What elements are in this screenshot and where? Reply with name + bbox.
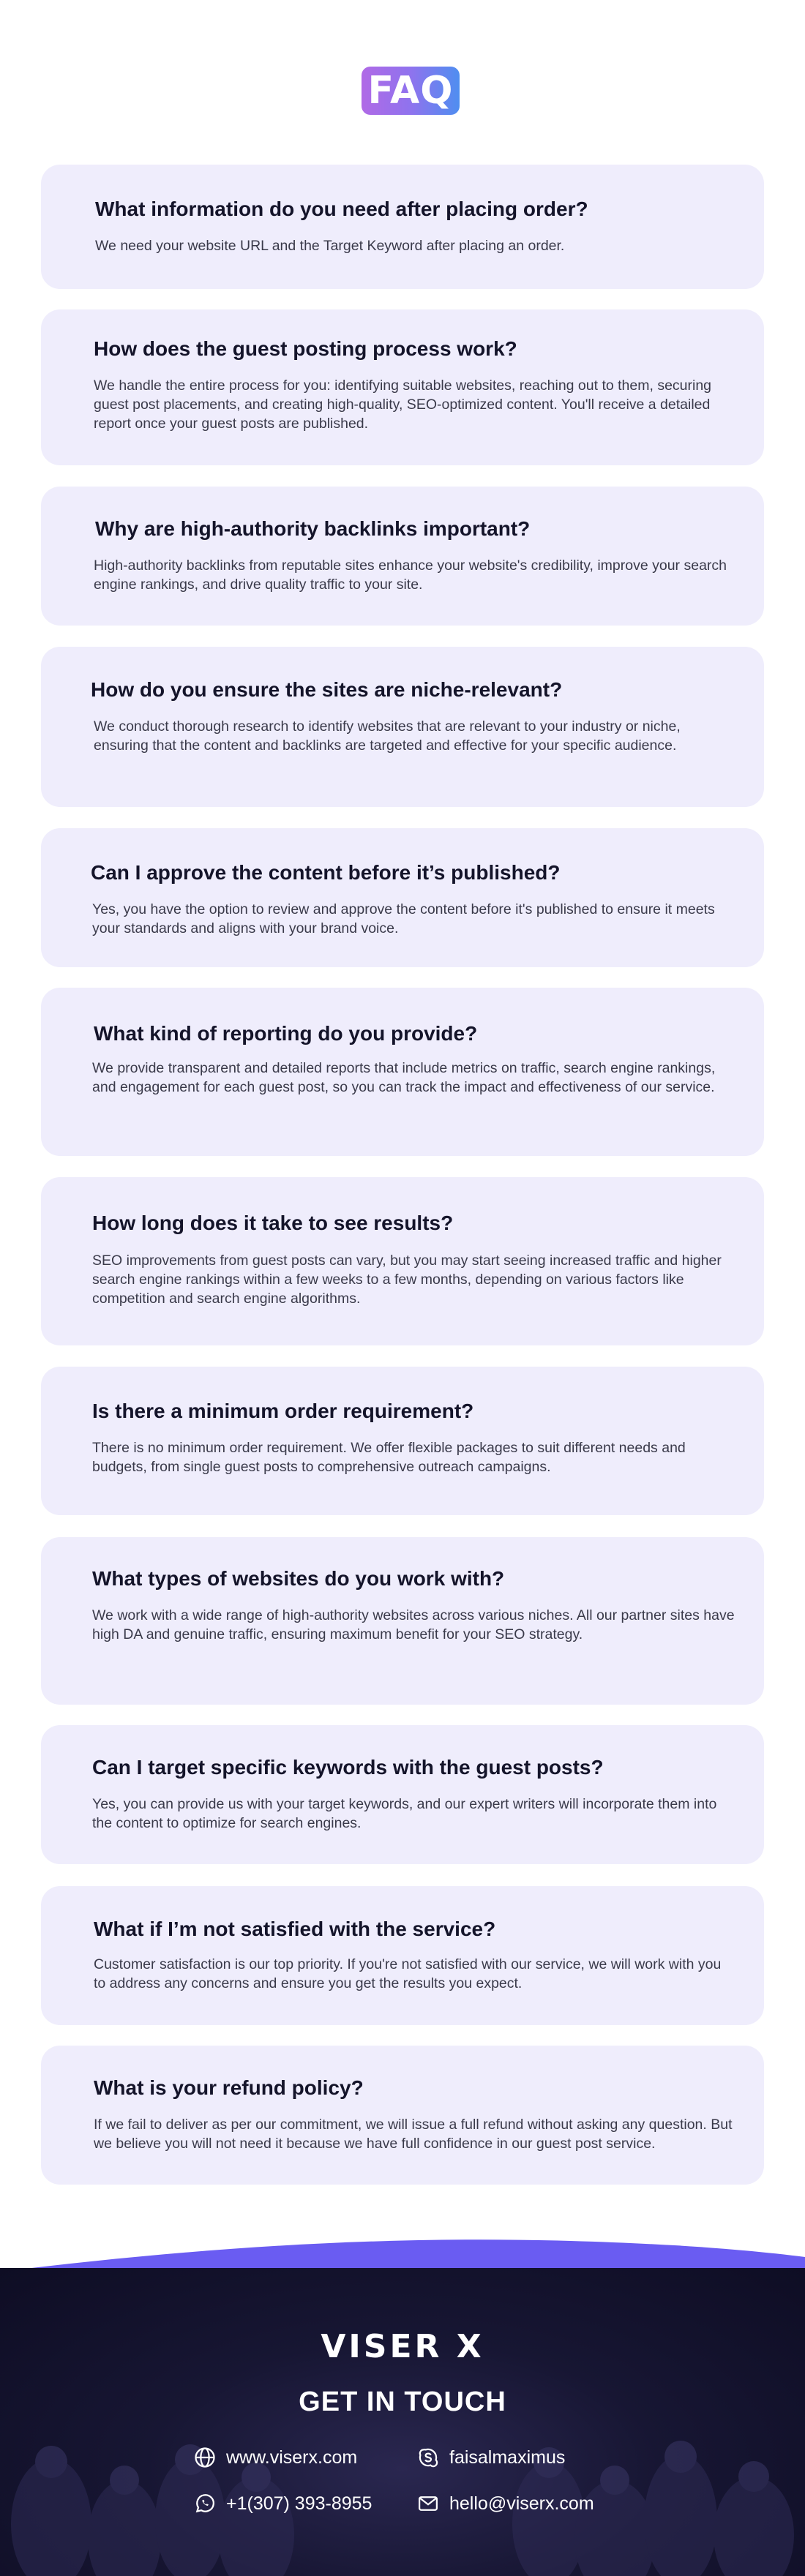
faq-answer: Yes, you have the option to review and approve the content before it's published to ensure it meets your standards and aligns with your brand voice. <box>92 901 715 936</box>
faq-answer: If we fail to deliver as per our commitment, we will issue a full refund without asking any question. But we believe you will not need it because we have full confidence in our guest post service. <box>94 2117 733 2152</box>
faq-card-6[interactable] <box>41 988 764 1156</box>
faq-card-9[interactable] <box>41 1537 764 1705</box>
faq-answer: We conduct thorough research to identify websites that are relevant to your industry or niche, ensuring that the content and backlinks are targeted and effective for your specific audience. <box>94 718 681 754</box>
email-text: hello@viserx.com <box>449 2493 594 2514</box>
faq-answer: High-authority backlinks from reputable sites enhance your website's credibility, improve your search engine rankings, and drive quality traffic to your site. <box>94 557 727 593</box>
faq-card-11[interactable] <box>41 1886 764 2025</box>
faq-answer: Yes, you can provide us with your target keywords, and our expert writers will incorporate them into the content to optimize for search engines. <box>92 1796 717 1831</box>
faq-card-1[interactable] <box>41 165 764 289</box>
faq-card-2[interactable] <box>41 309 764 465</box>
skype-link[interactable] <box>417 2447 565 2468</box>
skype-icon <box>417 2447 439 2468</box>
phone-text: +1(307) 393-8955 <box>226 2493 372 2514</box>
faq-card-8[interactable] <box>41 1367 764 1515</box>
globe-icon <box>194 2447 216 2468</box>
faq-answer: Customer satisfaction is our top priority. If you're not satisfied with our service, we will work with you to address any concerns and ensure you get the results you expect. <box>94 1956 722 1991</box>
faq-card-7[interactable] <box>41 1177 764 1345</box>
phone-link[interactable] <box>194 2493 372 2515</box>
footer <box>0 2268 805 2576</box>
whatsapp-icon <box>194 2493 216 2515</box>
faq-answer: We provide transparent and detailed reports that include metrics on traffic, search engine rankings, and engagement for each guest post, so you can track the impact and effectiveness of our service. <box>92 1060 716 1095</box>
faq-question: How does the guest posting process work? <box>94 337 517 360</box>
faq-question: Why are high-authority backlinks important? <box>95 517 531 540</box>
skype-text: faisalmaximus <box>449 2447 566 2468</box>
faq-card-12[interactable] <box>41 2046 764 2185</box>
mail-icon <box>417 2493 439 2515</box>
faq-question: Can I approve the content before it’s published? <box>91 861 561 884</box>
faq-question: What information do you need after placing order? <box>95 198 588 220</box>
faq-question: What if I’m not satisfied with the service? <box>94 1918 496 1940</box>
faq-card-5[interactable] <box>41 828 764 967</box>
faq-question: How long does it take to see results? <box>92 1212 454 1234</box>
faq-answer: We work with a wide range of high-authority websites across various niches. All our partner sites have high DA and genuine traffic, ensuring maximum benefit for your SEO strategy. <box>92 1607 735 1642</box>
faq-question: What kind of reporting do you provide? <box>94 1022 478 1045</box>
website-text: www.viserx.com <box>226 2447 358 2468</box>
faq-answer: SEO improvements from guest posts can vary, but you may start seeing increased traffic and higher search engine rankings within a few weeks to a few months, depending on various factors like competition and search engine algorithms. <box>92 1253 722 1307</box>
faq-card-10[interactable] <box>41 1725 764 1864</box>
faq-question: What is your refund policy? <box>94 2076 364 2099</box>
faq-badge-text: FAQ <box>367 69 454 113</box>
faq-answer: There is no minimum order requirement. We offer flexible packages to suit different needs and budgets, from single guest posts to comprehensive outreach campaigns. <box>92 1440 686 1475</box>
faq-question: What types of websites do you work with? <box>92 1567 505 1590</box>
faq-badge <box>362 67 460 115</box>
viserx-logo: VISER X <box>321 2328 484 2365</box>
faq-answer: We need your website URL and the Target Keyword after placing an order. <box>95 238 565 254</box>
faq-card-3[interactable] <box>41 487 764 626</box>
email-link[interactable] <box>417 2493 594 2515</box>
faq-card-4[interactable] <box>41 647 764 807</box>
crowd-background-image <box>0 2268 805 2576</box>
faq-question: How do you ensure the sites are niche-relevant? <box>91 678 563 701</box>
get-in-touch-heading: GET IN TOUCH <box>299 2387 506 2417</box>
website-link[interactable] <box>194 2447 357 2468</box>
faq-answer: We handle the entire process for you: identifying suitable websites, reaching out to them, securing guest post placements, and creating high-quality, SEO-optimized content. You'll receive a detailed report once your guest posts are published. <box>94 378 712 432</box>
faq-question: Is there a minimum order requirement? <box>92 1400 474 1422</box>
faq-question: Can I target specific keywords with the guest posts? <box>92 1756 604 1779</box>
